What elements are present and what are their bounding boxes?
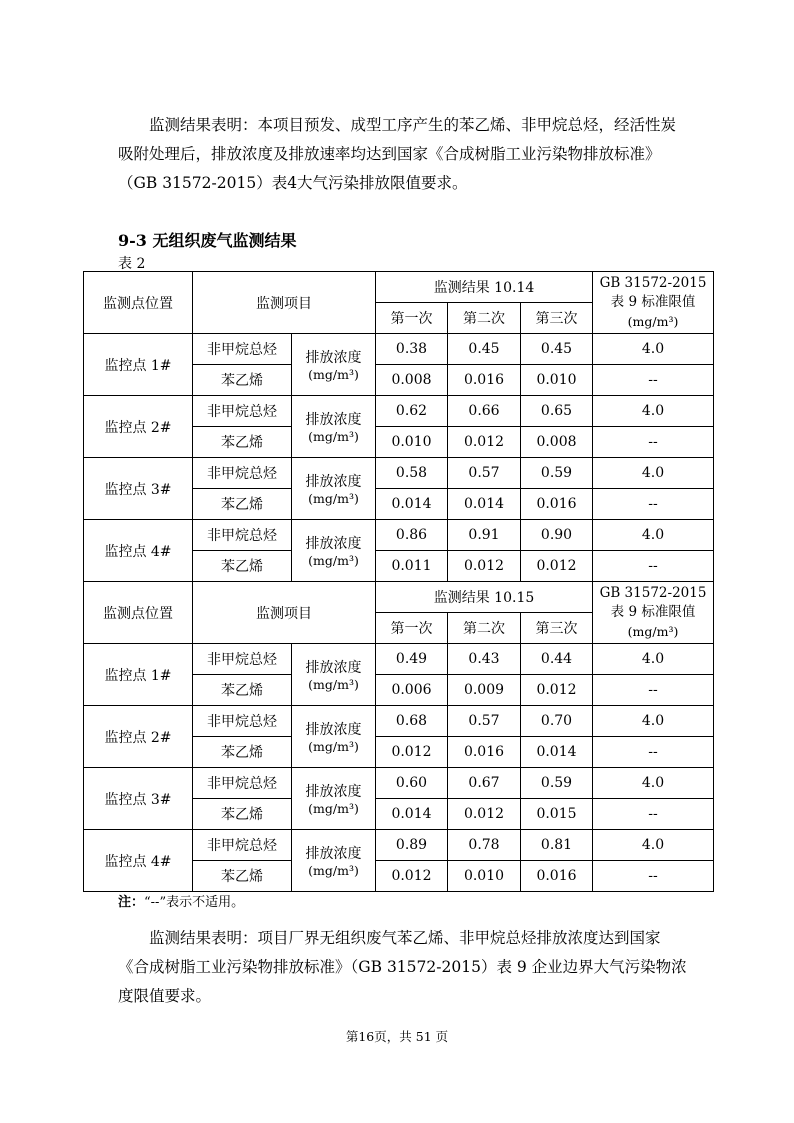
value-cell: -- — [593, 675, 714, 706]
value-cell: 0.45 — [521, 334, 593, 365]
value-cell: 0.44 — [521, 644, 593, 675]
point-name: 监控点 3# — [84, 768, 193, 830]
param-label: 排放浓度 — [305, 784, 362, 800]
param-unit: (mg/m³) — [308, 801, 359, 816]
param-concentration — [292, 458, 376, 520]
value-cell: 0.012 — [376, 737, 448, 768]
param-unit: (mg/m³) — [308, 677, 359, 692]
value-cell: 0.60 — [376, 768, 448, 799]
value-cell: 0.78 — [448, 830, 521, 861]
note-text: “--”表示不适用。 — [144, 895, 245, 910]
value-cell: 0.58 — [376, 458, 448, 489]
pollutant-styrene: 苯乙烯 — [193, 427, 292, 458]
value-cell: 0.012 — [448, 551, 521, 582]
value-cell: 0.011 — [376, 551, 448, 582]
value-cell: 0.015 — [521, 799, 593, 830]
value-cell: 0.010 — [448, 861, 521, 892]
value-cell: 0.012 — [448, 799, 521, 830]
pollutant-styrene: 苯乙烯 — [193, 551, 292, 582]
value-cell: 0.014 — [376, 489, 448, 520]
value-cell: -- — [593, 427, 714, 458]
param-concentration — [292, 830, 376, 892]
note-label: 注： — [118, 895, 145, 910]
value-cell: 4.0 — [593, 334, 714, 365]
value-cell: 4.0 — [593, 458, 714, 489]
param-unit: (mg/m³) — [308, 429, 359, 444]
value-cell: 0.68 — [376, 706, 448, 737]
header-standard-std-line1: GB 31572-2015 — [599, 585, 707, 601]
point-name: 监控点 3# — [84, 458, 193, 520]
value-cell: -- — [593, 365, 714, 396]
value-cell: 0.65 — [521, 396, 593, 427]
point-name: 监控点 1# — [84, 334, 193, 396]
value-cell: -- — [593, 799, 714, 830]
value-cell: 0.012 — [521, 675, 593, 706]
param-label: 排放浓度 — [305, 350, 362, 366]
point-name: 监控点 2# — [84, 396, 193, 458]
value-cell: 0.016 — [521, 861, 593, 892]
conclusion-paragraph-1: 监测结果表明：本项目预发、成型工序产生的苯乙烯、非甲烷总烃，经活性炭吸附处理后，排放浓度及排放速率均达到国家《合成树脂工业污染物排放标准》（GB 31572-2015）表4大气污染排放限值要求。 — [118, 116, 677, 192]
pollutant-nmhc: 非甲烷总烃 — [193, 396, 292, 427]
header-result-title: 监测结果 10.15 — [376, 582, 593, 613]
value-cell: 4.0 — [593, 396, 714, 427]
value-cell: 4.0 — [593, 830, 714, 861]
value-cell: -- — [593, 551, 714, 582]
table-note — [118, 891, 244, 910]
value-cell: -- — [593, 737, 714, 768]
point-name: 监控点 2# — [84, 706, 193, 768]
param-unit: (mg/m³) — [308, 367, 359, 382]
value-cell: 0.009 — [448, 675, 521, 706]
value-cell: 0.012 — [521, 551, 593, 582]
value-cell: 0.57 — [448, 458, 521, 489]
value-cell: 0.38 — [376, 334, 448, 365]
param-unit: (mg/m³) — [308, 863, 359, 878]
value-cell: -- — [593, 861, 714, 892]
header-location: 监测点位置 — [84, 582, 193, 644]
value-cell: 0.45 — [448, 334, 521, 365]
header-second: 第二次 — [448, 613, 521, 644]
value-cell: 0.016 — [521, 489, 593, 520]
param-unit: (mg/m³) — [308, 553, 359, 568]
header-standard-std-line2: 表 9 标准限值 — [610, 294, 696, 310]
pollutant-styrene: 苯乙烯 — [193, 737, 292, 768]
header-location: 监测点位置 — [84, 272, 193, 334]
point-name: 监控点 4# — [84, 830, 193, 892]
pollutant-styrene: 苯乙烯 — [193, 861, 292, 892]
value-cell: 0.91 — [448, 520, 521, 551]
pollutant-nmhc: 非甲烷总烃 — [193, 768, 292, 799]
value-cell: 0.014 — [376, 799, 448, 830]
value-cell: 4.0 — [593, 706, 714, 737]
param-concentration — [292, 334, 376, 396]
value-cell: 0.006 — [376, 675, 448, 706]
value-cell: 0.90 — [521, 520, 593, 551]
param-concentration — [292, 396, 376, 458]
value-cell: 0.016 — [448, 365, 521, 396]
param-concentration — [292, 768, 376, 830]
param-label: 排放浓度 — [305, 846, 362, 862]
conclusion-paragraph-2: 监测结果表明：项目厂界无组织废气苯乙烯、非甲烷总烃排放浓度达到国家《合成树脂工业污染物排放标准》（GB 31572-2015）表 9 企业边界大气污染物浓度限值要求。 — [118, 929, 687, 1005]
value-cell: 0.70 — [521, 706, 593, 737]
value-cell: 0.43 — [448, 644, 521, 675]
value-cell: 0.49 — [376, 644, 448, 675]
section-heading: 9-3 无组织废气监测结果 — [118, 231, 297, 250]
value-cell: 0.62 — [376, 396, 448, 427]
header-standard-limit — [593, 272, 714, 334]
pollutant-nmhc: 非甲烷总烃 — [193, 458, 292, 489]
param-concentration — [292, 520, 376, 582]
param-label: 排放浓度 — [305, 722, 362, 738]
header-third: 第三次 — [521, 303, 593, 334]
value-cell: -- — [593, 489, 714, 520]
header-first: 第一次 — [376, 303, 448, 334]
param-concentration — [292, 644, 376, 706]
value-cell: 0.014 — [448, 489, 521, 520]
value-cell: 4.0 — [593, 644, 714, 675]
pollutant-nmhc: 非甲烷总烃 — [193, 644, 292, 675]
value-cell: 0.59 — [521, 768, 593, 799]
value-cell: 0.86 — [376, 520, 448, 551]
header-third: 第三次 — [521, 613, 593, 644]
pollutant-styrene: 苯乙烯 — [193, 489, 292, 520]
value-cell: 0.012 — [376, 861, 448, 892]
point-name: 监控点 4# — [84, 520, 193, 582]
header-first: 第一次 — [376, 613, 448, 644]
value-cell: 0.010 — [376, 427, 448, 458]
pollutant-nmhc: 非甲烷总烃 — [193, 334, 292, 365]
header-standard-limit — [593, 582, 714, 644]
value-cell: 0.008 — [521, 427, 593, 458]
pollutant-styrene: 苯乙烯 — [193, 675, 292, 706]
value-cell: 0.57 — [448, 706, 521, 737]
value-cell: 0.66 — [448, 396, 521, 427]
pollutant-styrene: 苯乙烯 — [193, 799, 292, 830]
value-cell: 0.59 — [521, 458, 593, 489]
param-unit: (mg/m³) — [308, 491, 359, 506]
pollutant-nmhc: 非甲烷总烃 — [193, 706, 292, 737]
param-label: 排放浓度 — [305, 536, 362, 552]
param-label: 排放浓度 — [305, 412, 362, 428]
header-result-title: 监测结果 10.14 — [376, 272, 593, 303]
value-cell: 0.010 — [521, 365, 593, 396]
value-cell: 0.81 — [521, 830, 593, 861]
value-cell: 0.014 — [521, 737, 593, 768]
param-unit: (mg/m³) — [308, 739, 359, 754]
value-cell: 0.67 — [448, 768, 521, 799]
value-cell: 0.008 — [376, 365, 448, 396]
point-name: 监控点 1# — [84, 644, 193, 706]
value-cell: 4.0 — [593, 768, 714, 799]
param-label: 排放浓度 — [305, 474, 362, 490]
value-cell: 0.012 — [448, 427, 521, 458]
header-second: 第二次 — [448, 303, 521, 334]
pollutant-nmhc: 非甲烷总烃 — [193, 830, 292, 861]
header-standard-std-line3: (mg/m³) — [627, 314, 679, 329]
value-cell: 0.89 — [376, 830, 448, 861]
value-cell: 0.016 — [448, 737, 521, 768]
header-standard-std-line1: GB 31572-2015 — [599, 275, 707, 291]
table-label: 表 2 — [118, 256, 146, 272]
page-footer: 第16页，共 51 页 — [345, 1029, 449, 1044]
value-cell: 4.0 — [593, 520, 714, 551]
header-item: 监测项目 — [193, 582, 376, 644]
monitoring-results-table — [83, 271, 714, 892]
pollutant-nmhc: 非甲烷总烃 — [193, 520, 292, 551]
param-concentration — [292, 706, 376, 768]
param-label: 排放浓度 — [305, 660, 362, 676]
header-standard-std-line2: 表 9 标准限值 — [610, 604, 696, 620]
pollutant-styrene: 苯乙烯 — [193, 365, 292, 396]
header-item: 监测项目 — [193, 272, 376, 334]
header-standard-std-line3: (mg/m³) — [627, 624, 679, 639]
